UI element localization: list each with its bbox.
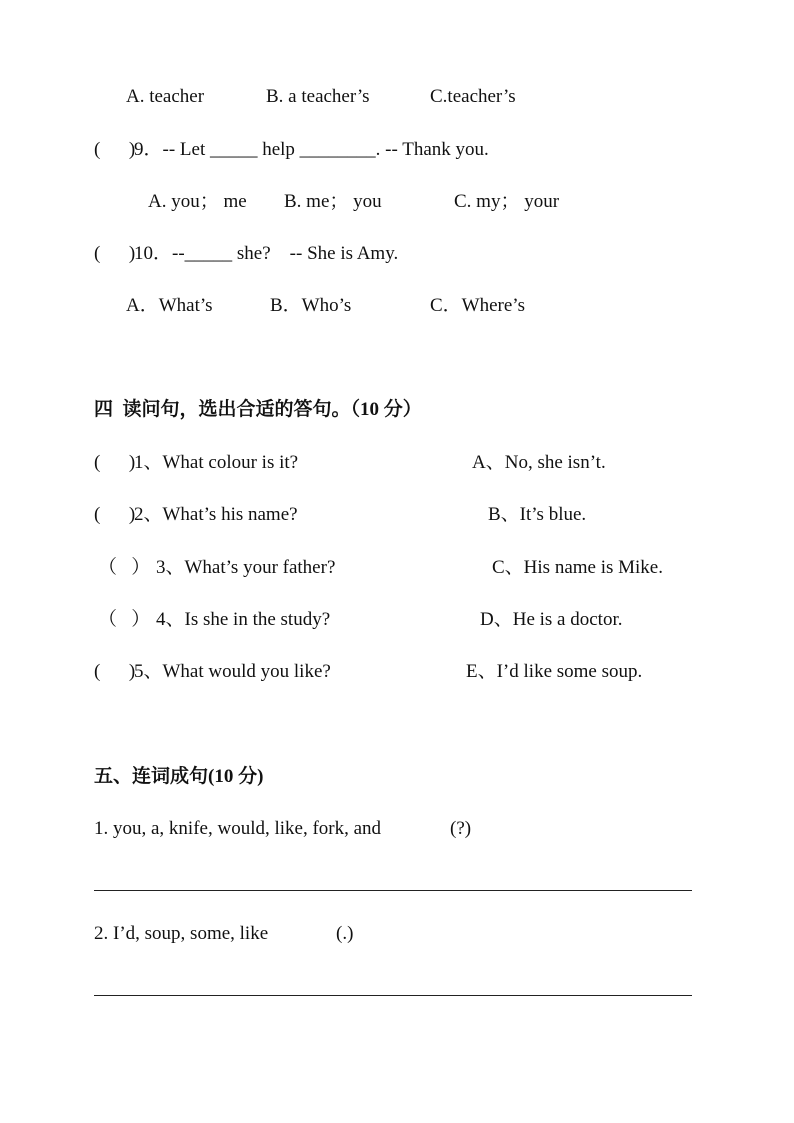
section-4-title: 四 读问句，选出合适的答句。（10 分） [94, 399, 422, 420]
q10-option-b: B．Who’s [270, 295, 352, 316]
q9-option-b: B. me； you [284, 191, 382, 212]
q8-option-b: B. a teacher’s [266, 86, 370, 107]
section-5-title: 五、连词成句(10 分) [94, 766, 264, 787]
s4-item-5-paren: ( ) [94, 661, 136, 682]
q10-option-a: A．What’s [126, 295, 213, 316]
s4-item-4-question: 4、Is she in the study? [156, 609, 331, 630]
s5-item-2-words: 2. I’d, soup, some, like [94, 923, 269, 944]
q8-option-c: C.teacher’s [430, 86, 516, 107]
q8-option-a: A. teacher [126, 86, 205, 107]
s4-item-1-answer: A、No, she isn’t. [472, 452, 606, 473]
s4-item-4-paren: （ ） [98, 609, 151, 630]
s4-item-3-answer: C、His name is Mike. [492, 557, 663, 578]
q9-option-a: A. you； me [148, 191, 247, 212]
s4-item-2-paren: ( ) [94, 504, 136, 525]
s5-item-1-punct: (?) [450, 818, 472, 839]
s4-item-2-answer: B、It’s blue. [488, 504, 587, 525]
s5-item-2-answer-line [94, 995, 692, 996]
q10-option-c: C．Where’s [430, 295, 525, 316]
s4-item-2-question: 2、What’s his name? [134, 504, 298, 525]
s4-item-4-answer: D、He is a doctor. [480, 609, 623, 630]
s4-item-3-question: 3、What’s your father? [156, 557, 336, 578]
s4-item-3-paren: （ ） [98, 557, 151, 578]
s4-item-1-question: 1、What colour is it? [134, 452, 299, 473]
s5-item-1-answer-line [94, 890, 692, 891]
s4-item-1-paren: ( ) [94, 452, 136, 473]
s5-item-1-words: 1. you, a, knife, would, like, fork, and [94, 818, 382, 839]
q10-answer-paren: ( ) [94, 243, 136, 264]
s5-item-2-punct: (.) [336, 923, 354, 944]
q9-stem: 9．-- Let _____ help ________. -- Thank you. [134, 139, 489, 160]
s4-item-5-question: 5、What would you like? [134, 661, 331, 682]
s4-item-5-answer: E、I’d like some soup. [466, 661, 643, 682]
q10-stem: 10．--_____ she? -- She is Amy. [134, 243, 399, 264]
q9-answer-paren: ( ) [94, 139, 136, 160]
q9-option-c: C. my； your [454, 191, 560, 212]
